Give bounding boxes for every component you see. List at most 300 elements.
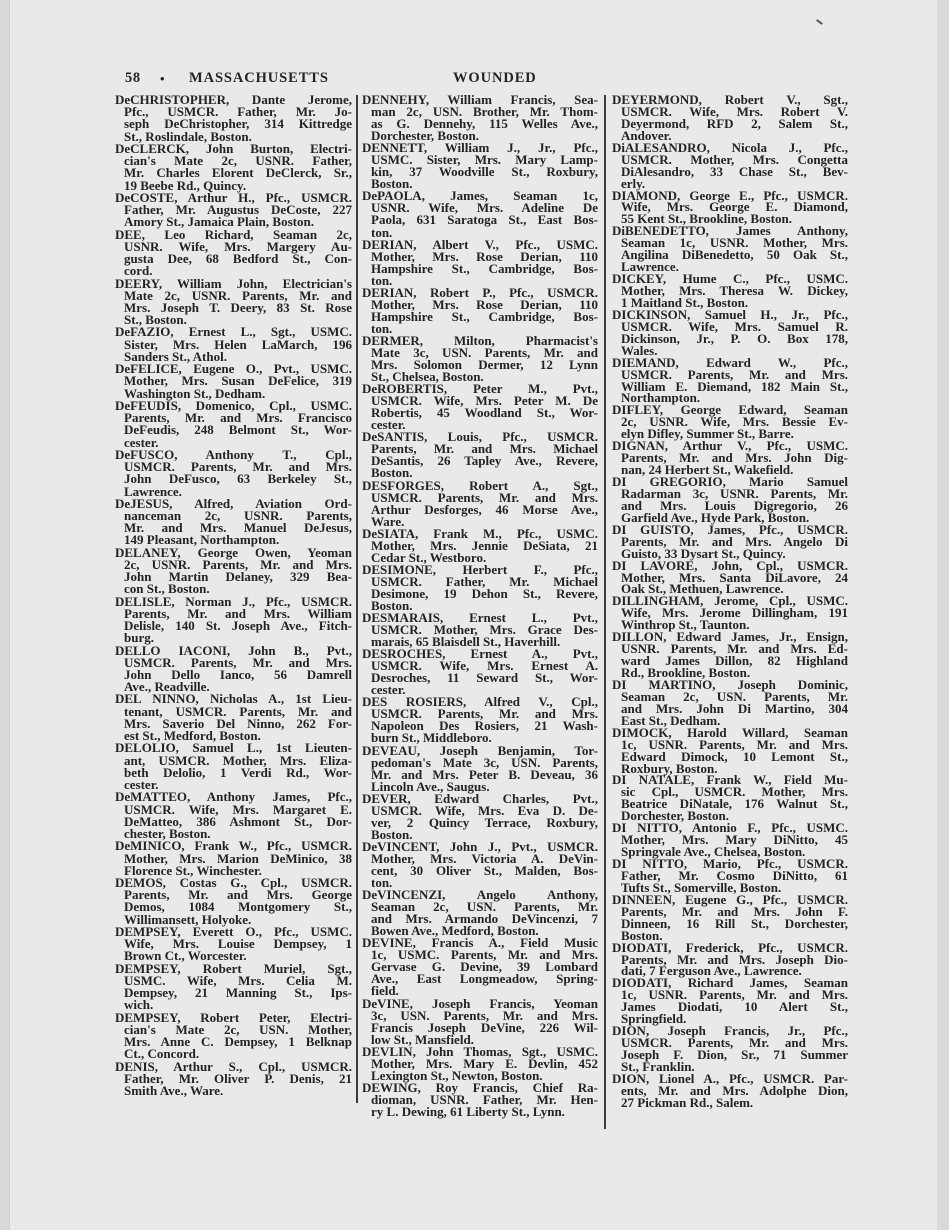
entry-name-line: DI LAVORE, John, Cpl., USMCR. bbox=[612, 557, 848, 573]
entry-name-line: DIMOCK, Harold Willard, Seaman bbox=[612, 724, 848, 740]
casualty-entry bbox=[362, 889, 598, 937]
entry-line: seph DeChristopher, 314 Kittredge bbox=[124, 116, 352, 132]
entry-name-line: DeVINCENT, John J., Pvt., USMCR. bbox=[362, 838, 598, 854]
entry-line: Seaman 1c, USNR. Mother, Mrs. bbox=[621, 235, 848, 251]
entry-line: Cedar St., Westboro. bbox=[371, 549, 487, 565]
entry-line: USMCR. Parents, Mr. and Mrs. bbox=[371, 489, 598, 505]
casualty-entry bbox=[612, 939, 848, 979]
entry-line: Edward Dimock, 10 Lemont St., bbox=[621, 748, 848, 764]
casualty-entry bbox=[612, 595, 848, 631]
entry-line: Amory St., Jamaica Plain, Boston. bbox=[124, 214, 314, 230]
entry-line: nan, 24 Herbert St., Wakefield. bbox=[621, 462, 794, 478]
entry-name-line: DEERY, William John, Electrician's bbox=[115, 275, 352, 291]
casualty-entry bbox=[362, 838, 598, 891]
entry-name-line: DERIAN, Albert V., Pfc., USMC. bbox=[362, 236, 598, 252]
entry-line: James Diodati, 10 Alert St., bbox=[621, 999, 848, 1015]
entry-name-line: DEVEAU, Joseph Benjamin, Tor- bbox=[362, 742, 598, 758]
entry-name-line: DICKEY, Hume C., Pfc., USMC. bbox=[612, 271, 848, 287]
entry-line: Mr. and Mrs. Peter B. Deveau, 36 bbox=[371, 766, 598, 782]
casualty-entry bbox=[362, 1043, 598, 1083]
entry-line: Seaman 2c, USN. Parents, Mr. bbox=[621, 688, 848, 704]
entry-line: burg. bbox=[124, 630, 154, 646]
entry-line: ton. bbox=[371, 875, 393, 891]
entry-line: cian's Mate 2c, USN. Mother, bbox=[124, 1021, 352, 1037]
casualty-entry bbox=[612, 404, 848, 440]
entry-line: St., Franklin. bbox=[621, 1058, 695, 1074]
entry-line: St., Roslindale, Boston. bbox=[124, 128, 252, 144]
page-number: 58 bbox=[125, 70, 141, 86]
entry-line: Sister, Mrs. Helen LaMarch, 196 bbox=[124, 336, 352, 352]
entry-line: Brown Ct., Worcester. bbox=[124, 948, 247, 964]
entry-line: William E. Diemand, 182 Main St., bbox=[621, 378, 848, 394]
entry-line: dioman, USNR. Father, Mr. Hen- bbox=[371, 1091, 598, 1107]
entry-line: Mother, Mrs. Theresa W. Dickey, bbox=[621, 283, 848, 298]
column-rule bbox=[356, 95, 358, 1103]
scan-mark bbox=[816, 19, 823, 25]
entry-line: 27 Pickman Rd., Salem. bbox=[621, 1094, 754, 1110]
entry-line: Lexington St., Newton, Boston. bbox=[371, 1067, 543, 1083]
entry-line: USMCR. Parents, Mr. and Mrs. bbox=[371, 706, 598, 722]
casualty-entry bbox=[612, 476, 848, 524]
entry-line: burn St., Middleboro. bbox=[371, 730, 492, 746]
entry-line: USMCR. Parents, Mr. and Mrs. bbox=[124, 654, 352, 670]
entry-name-line: DeSANTIS, Louis, Pfc., USMCR. bbox=[362, 429, 598, 445]
entry-name-line: DeFELICE, Eugene O., Pvt., USMC. bbox=[115, 361, 352, 377]
casualty-entry bbox=[115, 693, 352, 742]
entry-name-line: DILLINGHAM, Jerome, Cpl., USMC. bbox=[612, 593, 848, 609]
casualty-entry bbox=[612, 891, 848, 943]
entry-line: Mother, Mrs. Marion DeMinico, 38 bbox=[124, 850, 352, 866]
casualty-entry bbox=[612, 225, 848, 273]
casualty-entry bbox=[362, 696, 598, 744]
entry-line: John DeFusco, 63 Berkeley St., bbox=[124, 471, 352, 487]
entry-line: John Martin Delaney, 329 Bea- bbox=[124, 569, 352, 585]
entry-line: marais, 65 Blaisdell St., Haverhill. bbox=[371, 634, 561, 650]
entry-line: Dinneen, 16 Rill St., Dorchester, bbox=[621, 915, 848, 931]
casualty-entry bbox=[115, 397, 352, 450]
entry-line: Parents, Mr. and Mrs. George bbox=[124, 887, 352, 903]
casualty-entry bbox=[362, 1079, 598, 1119]
entry-line: Father, Mr. Oliver P. Denis, 21 bbox=[124, 1070, 352, 1086]
entry-line: Hampshire St., Cambridge, Bos- bbox=[371, 260, 598, 276]
entry-name-line: DESMARAIS, Ernest L., Pvt., bbox=[362, 610, 598, 626]
entry-line: gusta Dee, 68 Bedford St., Con- bbox=[124, 251, 352, 267]
entry-line: Francis Joseph DeVine, 226 Wil- bbox=[371, 1019, 598, 1035]
casualty-entry bbox=[612, 774, 848, 822]
entry-line: Ware. bbox=[371, 513, 405, 529]
entry-line: USMCR. Father, Mr. Michael bbox=[371, 573, 598, 589]
casualty-entry bbox=[362, 561, 598, 613]
entry-line: Pfc., USMCR. Father, Mr. Jo- bbox=[124, 104, 352, 120]
entry-line: Beatrice DiNatale, 176 Walnut St., bbox=[621, 796, 848, 812]
entry-line: beth Delolio, 1 Verdi Rd., Wor- bbox=[124, 764, 352, 780]
casualty-entry bbox=[362, 648, 598, 696]
casualty-entry bbox=[362, 383, 598, 431]
entry-line: Ct., Concord. bbox=[124, 1046, 200, 1062]
casualty-entry bbox=[115, 593, 352, 646]
casualty-entry bbox=[115, 960, 352, 1013]
entry-name-line: DIGNAN, Arthur V., Pfc., USMC. bbox=[612, 438, 848, 454]
entry-line: Parents, Mr. and Mrs. Francisco bbox=[124, 410, 352, 426]
entry-line: Oak St., Methuen, Lawrence. bbox=[621, 581, 784, 597]
entry-line: ton. bbox=[371, 272, 393, 288]
casualty-entry bbox=[115, 1058, 352, 1098]
entry-name-line: DeVINCENZI, Angelo Anthony, bbox=[362, 887, 598, 903]
entry-line: ton. bbox=[371, 224, 393, 240]
entry-line: 1c, USNR. Parents, Mr. and Mrs. bbox=[621, 987, 848, 1003]
entry-line: 1c, USMC. Parents, Mr. and Mrs. bbox=[371, 947, 598, 963]
entry-name-line: DiBENEDETTO, James Anthony, bbox=[612, 223, 848, 239]
entry-line: Robertis, 45 Woodland St., Wor- bbox=[371, 405, 598, 421]
entry-line: tenant, USMCR. Parents, Mr. and bbox=[124, 703, 352, 719]
entry-name-line: DEMOS, Costas G., Cpl., USMCR. bbox=[115, 875, 352, 890]
entry-line: ents, Mr. and Mrs. Adolphe Dion, bbox=[621, 1082, 848, 1098]
casualty-entry bbox=[115, 877, 352, 926]
entry-name-line: DION, Joseph Francis, Jr., Pfc., bbox=[612, 1023, 848, 1039]
entry-line: Tufts St., Somerville, Boston. bbox=[621, 879, 782, 895]
entry-line: 1 Maitland St., Boston. bbox=[621, 294, 749, 310]
entry-line: cester. bbox=[124, 777, 159, 793]
entry-line: pedoman's Mate 3c, USN. Parents, bbox=[371, 754, 598, 770]
casualty-entry bbox=[115, 642, 352, 695]
entry-name-line: DICKINSON, Samuel H., Jr., Pfc., bbox=[612, 306, 848, 322]
entry-line: con St., Boston. bbox=[124, 581, 210, 597]
entry-line: as G. Dennehy, 115 Welles Ave., bbox=[371, 116, 598, 132]
entry-name-line: DINNEEN, Eugene G., Pfc., USMCR. bbox=[612, 891, 848, 907]
entry-line: erly. bbox=[621, 175, 646, 191]
entry-name-line: DeFAZIO, Ernest L., Sgt., USMC. bbox=[115, 324, 352, 340]
entry-line: 55 Kent St., Brookline, Boston. bbox=[621, 211, 792, 227]
entry-line: Arthur Desforges, 46 Morse Ave., bbox=[371, 501, 598, 517]
casualty-entry bbox=[612, 557, 848, 597]
entry-name-line: DERMER, Milton, Pharmacist's bbox=[362, 332, 598, 348]
entry-name-line: DeJESUS, Alfred, Aviation Ord- bbox=[115, 495, 352, 511]
entry-name-line: DION, Lionel A., Pfc., USMCR. Par- bbox=[612, 1070, 848, 1086]
entry-line: 19 Beebe Rd., Quincy. bbox=[124, 177, 247, 193]
entry-line: St., Boston. bbox=[124, 312, 187, 328]
casualty-entry bbox=[612, 631, 848, 679]
entry-line: Lawrence. bbox=[621, 259, 679, 275]
entry-line: DeMatteo, 386 Ashmont St., Dor- bbox=[124, 813, 352, 829]
casualty-entry bbox=[362, 431, 598, 479]
entry-line: Boston. bbox=[621, 927, 663, 943]
entry-line: Wife, Mrs. George E. Diamond, bbox=[621, 199, 848, 215]
entry-line: 3c, USN. Parents, Mr. and Mrs. bbox=[371, 1007, 598, 1023]
entry-line: USMCR. Wife, Mrs. Margaret E. bbox=[124, 801, 352, 817]
entry-line: Boston. bbox=[371, 465, 413, 481]
entry-name-line: DI NITTO, Antonio F., Pfc., USMC. bbox=[612, 820, 848, 836]
entry-line: sic Cpl., USMCR. Mother, Mrs. bbox=[621, 784, 848, 800]
entry-name-line: DEE, Leo Richard, Seaman 2c, bbox=[115, 226, 352, 242]
entry-name-line: DI MARTINO, Joseph Dominic, bbox=[612, 676, 848, 692]
entry-line: and Mrs. Armando DeVincenzi, 7 bbox=[371, 911, 598, 927]
entry-line: Hampshire St., Cambridge, Bos- bbox=[371, 308, 598, 324]
entry-name-line: DIEMAND, Edward W., Pfc., bbox=[612, 354, 848, 370]
entry-line: Mr. and Mrs. Manuel DeJesus, bbox=[124, 520, 352, 536]
entry-line: field. bbox=[371, 983, 399, 999]
entry-line: Wife, Mrs. Louise Dempsey, 1 bbox=[124, 936, 352, 952]
entry-name-line: DeMINICO, Frank W., Pfc., USMCR. bbox=[115, 838, 352, 854]
casualty-entry bbox=[115, 446, 352, 499]
entry-line: Mother, Mrs. Mary E. Devlin, 452 bbox=[371, 1055, 598, 1071]
entry-name-line: DENIS, Arthur S., Cpl., USMCR. bbox=[115, 1058, 352, 1074]
entry-line: St., Chelsea, Boston. bbox=[371, 369, 484, 385]
entry-line: man 2c, USN. Brother, Mr. Thom- bbox=[371, 104, 598, 120]
entry-line: Willimansett, Holyoke. bbox=[124, 911, 252, 927]
entry-line: Parents, Mr. and Mrs. John Dig- bbox=[621, 450, 848, 466]
entry-line: Mother, Mrs. Rose Derian, 110 bbox=[371, 296, 598, 312]
entry-line: dati, 7 Ferguson Ave., Lawrence. bbox=[621, 963, 802, 979]
entry-line: cent, 30 Oliver St., Malden, Bos- bbox=[371, 863, 598, 878]
casualty-entry bbox=[115, 1009, 352, 1062]
entry-line: 1c, USNR. Parents, Mr. and Mrs. bbox=[621, 736, 848, 752]
column-2 bbox=[362, 94, 598, 1118]
entry-line: Ave., East Longmeadow, Spring- bbox=[371, 971, 598, 987]
entry-name-line: DEMPSEY, Everett O., Pfc., USMC. bbox=[115, 923, 352, 939]
casualty-entry bbox=[612, 822, 848, 858]
entry-name-line: DEVLIN, John Thomas, Sgt., USMC. bbox=[362, 1043, 598, 1059]
entry-line: Mate 2c, USNR. Parents, Mr. and bbox=[124, 287, 352, 303]
entry-line: Mother, Mrs. Santa DiLavore, 24 bbox=[621, 569, 848, 585]
entry-line: Mother, Mrs. Jennie DeSiata, 21 bbox=[371, 537, 598, 553]
entry-line: USMCR. Wife, Mrs. Robert V. bbox=[621, 103, 848, 119]
entry-line: Mr. Charles Elorent DeClerck, Sr., bbox=[124, 165, 352, 181]
entry-line: Wales. bbox=[621, 342, 658, 358]
entry-name-line: DI NATALE, Frank W., Field Mu- bbox=[612, 772, 848, 788]
entry-line: DiAlesandro, 33 Chase St., Bev- bbox=[621, 163, 848, 179]
casualty-entry bbox=[115, 94, 352, 143]
casualty-entry bbox=[612, 521, 848, 561]
casualty-entry bbox=[115, 326, 352, 363]
entry-line: Gervase G. Devine, 39 Lombard bbox=[371, 959, 598, 975]
entry-name-line: DELISLE, Norman J., Pfc., USMCR. bbox=[115, 593, 352, 609]
entry-line: Andover. bbox=[621, 127, 672, 143]
entry-line: ward James Dillon, 82 Highland bbox=[621, 653, 848, 669]
entry-line: Father, Mr. Augustus DeCoste, 227 bbox=[124, 202, 352, 218]
casualty-entry bbox=[362, 94, 598, 142]
entry-line: Mrs. Anne C. Dempsey, 1 Belknap bbox=[124, 1034, 352, 1050]
entry-name-line: DeVINE, Joseph Francis, Yeoman bbox=[362, 995, 598, 1011]
entry-line: Parents, Mr. and Mrs. Michael bbox=[371, 441, 598, 457]
entry-line: Radarman 3c, USNR. Parents, Mr. bbox=[621, 485, 848, 501]
entry-name-line: DELOLIO, Samuel L., 1st Lieuten- bbox=[115, 740, 352, 756]
casualty-entry bbox=[362, 525, 598, 565]
entry-name-line: DEMPSEY, Robert Peter, Electri- bbox=[115, 1009, 352, 1025]
entry-line: and Mrs. Louis Digregorio, 26 bbox=[621, 497, 848, 513]
casualty-entry bbox=[362, 142, 598, 190]
entry-line: Springfield. bbox=[621, 1011, 687, 1027]
entry-line: low St., Mansfield. bbox=[371, 1031, 474, 1047]
entry-name-line: DI GUISTO, James, Pfc., USMCR. bbox=[612, 521, 848, 537]
entry-line: Boston. bbox=[371, 826, 413, 842]
entry-line: Smith Ave., Ware. bbox=[124, 1082, 224, 1098]
entry-name-line: DES ROSIERS, Alfred V., Cpl., bbox=[362, 694, 598, 710]
casualty-entry bbox=[612, 306, 848, 358]
entry-line: USNR. Wife, Mrs. Adeline De bbox=[371, 200, 598, 216]
casualty-entry bbox=[115, 140, 352, 193]
casualty-entry bbox=[115, 791, 352, 840]
entry-line: Roxbury, Boston. bbox=[621, 760, 718, 776]
entry-name-line: DENNETT, William J., Jr., Pfc., bbox=[362, 140, 598, 156]
entry-line: USMCR. Wife, Mrs. Samuel R. bbox=[621, 318, 848, 334]
header-bullet: • bbox=[160, 71, 166, 86]
entry-line: Mrs. Joseph T. Deery, 83 St. Rose bbox=[124, 299, 352, 315]
entry-line: USMC. Sister, Mrs. Mary Lamp- bbox=[371, 152, 598, 168]
casualty-entry bbox=[362, 995, 598, 1047]
casualty-entry bbox=[115, 923, 352, 964]
entry-line: Dickinson, Jr., P. O. Box 178, bbox=[621, 330, 848, 346]
casualty-entry bbox=[362, 477, 598, 529]
casualty-entry bbox=[612, 1070, 848, 1110]
entry-line: USNR. Parents, Mr. and Mrs. Ed- bbox=[621, 641, 848, 657]
entry-name-line: DEVINE, Francis A., Field Music bbox=[362, 935, 598, 951]
entry-line: cian's Mate 2c, USNR. Father, bbox=[124, 153, 352, 169]
entry-line: Dorchester, Boston. bbox=[371, 128, 479, 144]
column-rule bbox=[604, 95, 606, 1129]
casualty-entry bbox=[115, 495, 352, 548]
entry-line: Paola, 631 Saratoga St., East Bos- bbox=[371, 212, 598, 228]
entry-name-line: DEL NINNO, Nicholas A., 1st Lieu- bbox=[115, 691, 352, 707]
entry-line: Dempsey, 21 Manning St., Ips- bbox=[124, 985, 352, 1001]
entry-name-line: DESFORGES, Robert A., Sgt., bbox=[362, 477, 598, 493]
casualty-entry bbox=[612, 1025, 848, 1073]
entry-line: Mate 3c, USN. Parents, Mr. and bbox=[371, 344, 598, 360]
entry-name-line: DeSIATA, Frank M., Pfc., USMC. bbox=[362, 525, 598, 541]
entry-name-line: DeFEUDIS, Domenico, Cpl., USMC. bbox=[115, 397, 352, 413]
entry-line: Mother, Mrs. Victoria A. DeVin- bbox=[371, 850, 598, 866]
entry-name-line: DEMPSEY, Robert Muriel, Sgt., bbox=[115, 960, 352, 976]
entry-line: est St., Medford, Boston. bbox=[124, 728, 261, 744]
entry-line: USMCR. Parents, Mr. and Mrs. bbox=[621, 366, 848, 382]
entry-line: USMCR. Wife, Mrs. Peter M. De bbox=[371, 393, 598, 409]
entry-line: DeSantis, 26 Tapley Ave., Revere, bbox=[371, 453, 598, 469]
entry-name-line: DeFUSCO, Anthony T., Cpl., bbox=[115, 446, 352, 462]
casualty-entry bbox=[115, 226, 352, 279]
casualty-entry bbox=[362, 190, 598, 238]
entry-line: Angilina DiBenedetto, 50 Oak St., bbox=[621, 247, 848, 263]
entry-name-line: DEWING, Roy Francis, Chief Ra- bbox=[362, 1079, 598, 1095]
entry-line: Garfield Ave., Hyde Park, Boston. bbox=[621, 509, 810, 525]
entry-name-line: DILLON, Edward James, Jr., Ensign, bbox=[612, 629, 848, 645]
entry-line: chester, Boston. bbox=[124, 826, 211, 842]
entry-line: Rd., Brookline, Boston. bbox=[621, 665, 751, 680]
entry-name-line: DELANEY, George Owen, Yeoman bbox=[115, 544, 352, 560]
entry-line: Northampton. bbox=[621, 390, 701, 406]
entry-line: USMCR. Mother, Mrs. Grace Des- bbox=[371, 622, 598, 638]
entry-line: Springvale Ave., Chelsea, Boston. bbox=[621, 844, 806, 860]
entry-name-line: DERIAN, Robert P., Pfc., USMCR. bbox=[362, 284, 598, 300]
casualty-entry bbox=[362, 332, 598, 385]
entry-line: 149 Pleasant, Northampton. bbox=[124, 532, 280, 548]
entry-line: Napoleon Des Rosiers, 21 Wash- bbox=[371, 718, 598, 734]
column-3 bbox=[612, 94, 848, 1109]
entry-line: Boston. bbox=[371, 176, 413, 192]
entry-line: cester. bbox=[371, 682, 406, 698]
entry-name-line: DeCHRISTOPHER, Dante Jerome, bbox=[115, 92, 352, 107]
entry-line: Winthrop St., Taunton. bbox=[621, 617, 750, 633]
entry-line: Ave., Readville. bbox=[124, 679, 210, 695]
entry-line: Father, Mr. Cosmo DiNitto, 61 bbox=[621, 867, 848, 883]
entry-line: Demos, 1084 Montgomery St., bbox=[124, 899, 352, 915]
entry-line: USMCR. Parents, Mr. and Mrs. bbox=[124, 459, 352, 475]
entry-line: Delisle, 140 St. Joseph Ave., Fitch- bbox=[124, 618, 352, 634]
casualty-entry bbox=[115, 840, 352, 877]
casualty-entry bbox=[612, 858, 848, 894]
entry-name-line: DEYERMOND, Robert V., Sgt., bbox=[612, 92, 848, 107]
entry-line: Deyermond, RFD 2, Salem St., bbox=[621, 115, 848, 131]
casualty-entry bbox=[362, 284, 598, 336]
casualty-entry bbox=[612, 724, 848, 776]
casualty-entry bbox=[612, 977, 848, 1025]
entry-line: John Dello Ianco, 56 Damrell bbox=[124, 667, 352, 683]
entry-line: Parents, Mr. and Mrs. John F. bbox=[621, 903, 848, 919]
casualty-entry bbox=[362, 790, 598, 842]
entry-line: Boston. bbox=[371, 597, 413, 613]
entry-line: Parents, Mr. and Mrs. Angelo Di bbox=[621, 533, 848, 549]
entry-name-line: DENNEHY, William Francis, Sea- bbox=[362, 92, 598, 107]
casualty-entry bbox=[115, 189, 352, 230]
entry-line: Parents, Mr. and Mrs. William bbox=[124, 605, 352, 621]
entry-name-line: DeROBERTIS, Peter M., Pvt., bbox=[362, 381, 598, 397]
entry-line: cester. bbox=[371, 417, 406, 433]
entry-line: Mother, Mrs. Mary DiNitto, 45 bbox=[621, 832, 848, 848]
entry-line: Seaman 2c, USN. Parents, Mr. bbox=[371, 899, 598, 915]
entry-line: ry L. Dewing, 61 Liberty St., Lynn. bbox=[371, 1103, 565, 1119]
column-1 bbox=[115, 94, 352, 1097]
entry-line: cester. bbox=[124, 434, 159, 450]
entry-line: wich. bbox=[124, 997, 154, 1013]
casualty-entry bbox=[362, 236, 598, 288]
entry-name-line: DIAMOND, George E., Pfc., USMCR. bbox=[612, 187, 848, 203]
entry-line: Parents, Mr. and Mrs. Joseph Dio- bbox=[621, 951, 848, 967]
entry-name-line: DIFLEY, George Edward, Seaman bbox=[612, 402, 848, 418]
entry-name-line: DI NITTO, Mario, Pfc., USMCR. bbox=[612, 856, 848, 871]
casualty-entry bbox=[612, 139, 848, 191]
entry-name-line: DELLO IACONI, John B., Pvt., bbox=[115, 642, 352, 658]
casualty-entry bbox=[115, 544, 352, 597]
entry-name-line: DeMATTEO, Anthony James, Pfc., bbox=[115, 789, 352, 805]
entry-name-line: DeCOSTE, Arthur H., Pfc., USMCR. bbox=[115, 189, 352, 205]
entry-line: and Mrs. John Di Martino, 304 bbox=[621, 700, 848, 716]
entry-line: Wife, Mrs. Jerome Dillingham, 191 bbox=[621, 605, 848, 621]
state-heading: MASSACHUSETTS bbox=[189, 70, 329, 86]
entry-name-line: DeCLERCK, John Burton, Electri- bbox=[115, 140, 352, 156]
entry-line: USNR. Wife, Mrs. Margery Au- bbox=[124, 238, 352, 254]
entry-line: Desroches, 11 Seward St., Wor- bbox=[371, 670, 598, 686]
entry-name-line: DIODATI, Frederick, Pfc., USMCR. bbox=[612, 939, 848, 955]
entry-line: 2c, USNR. Parents, Mr. and Mrs. bbox=[124, 556, 352, 572]
entry-line: Guisto, 33 Dysart St., Quincy. bbox=[621, 545, 786, 561]
entry-line: elyn Difley, Summer St., Barre. bbox=[621, 426, 794, 442]
entry-name-line: DiALESANDRO, Nicola J., Pfc., bbox=[612, 139, 848, 155]
casualty-entry bbox=[362, 937, 598, 997]
entry-line: Lawrence. bbox=[124, 483, 182, 499]
casualty-entry bbox=[115, 363, 352, 400]
entry-line: Dorchester, Boston. bbox=[621, 808, 729, 824]
entry-line: 2c, USNR. Wife, Mrs. Bessie Ev- bbox=[621, 414, 848, 430]
casualty-entry bbox=[612, 354, 848, 406]
entry-line: Desimone, 19 Dehon St., Revere, bbox=[371, 585, 598, 601]
entry-name-line: DESIMONE, Herbert F., Pfc., bbox=[362, 561, 598, 577]
casualty-entry bbox=[115, 275, 352, 328]
entry-line: ton. bbox=[371, 320, 393, 336]
entry-name-line: DESROCHES, Ernest A., Pvt., bbox=[362, 646, 598, 662]
entry-line: USMCR. Wife, Mrs. Eva D. De- bbox=[371, 802, 598, 818]
entry-line: ant, USMCR. Mother, Mrs. Eliza- bbox=[124, 752, 352, 768]
entry-line: Sanders St., Athol. bbox=[124, 348, 227, 364]
entry-line: Bowen Ave., Medford, Boston. bbox=[371, 923, 539, 939]
entry-line: nanceman 2c, USNR. Parents, bbox=[124, 507, 352, 523]
